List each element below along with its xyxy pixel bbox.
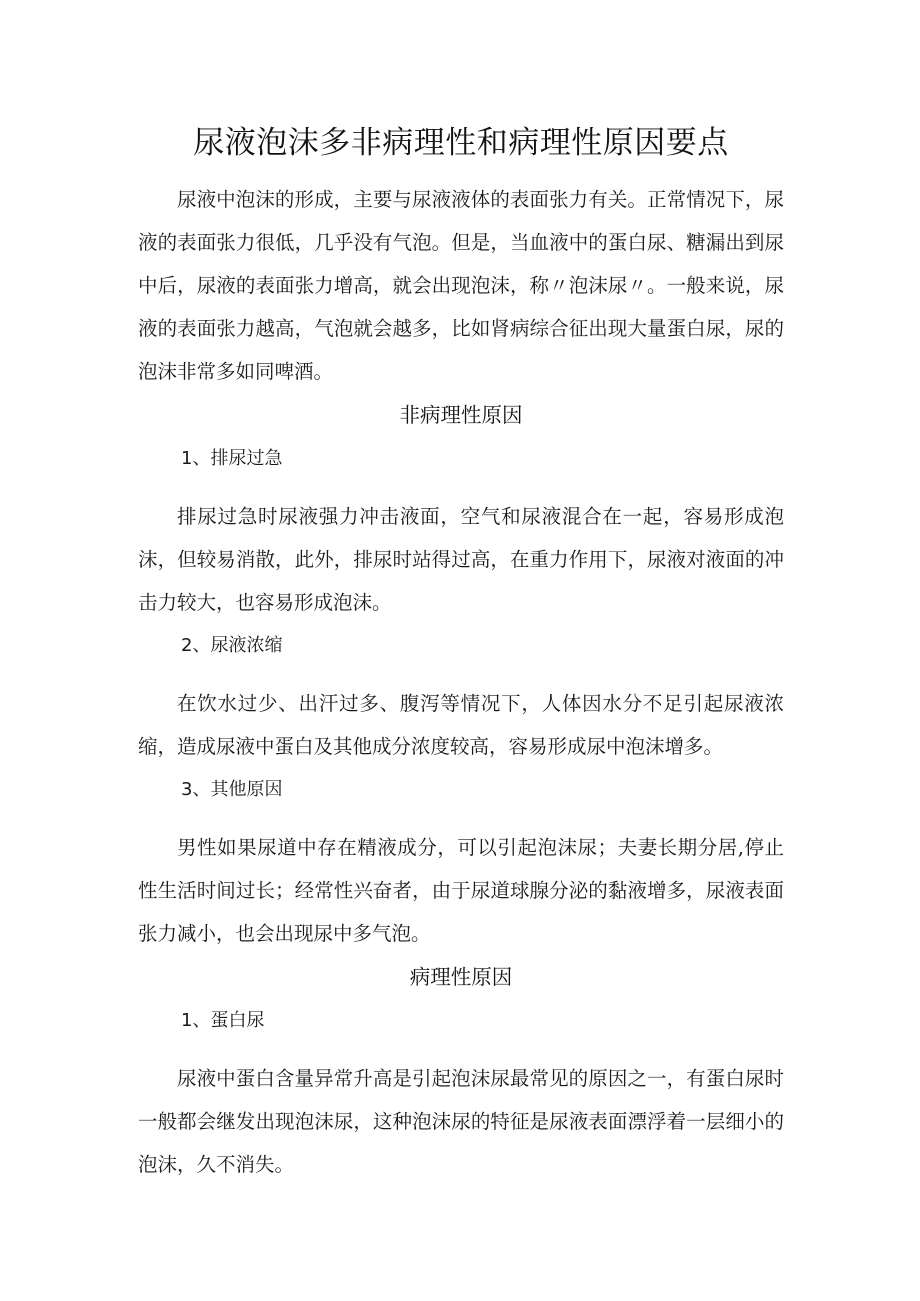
document-body <box>138 118 784 1186</box>
document-title: 尿液泡沫多非病理性和病理性原因要点 <box>193 125 729 161</box>
intro-paragraph: 尿液中泡沫的形成，主要与尿液液体的表面张力有关。正常情况下，尿液的表面张力很低，几乎没有气泡。但是，当血液中的蛋白尿、糖漏出到尿中后，尿液的表面张力增高，就会出现泡沫，称〃泡沫尿〃。一般来说，尿液的表面张力越高，气泡就会越多，比如肾病综合征出现大量蛋白尿，尿的泡沫非常多如同啤酒。 <box>138 188 784 383</box>
item-paragraph-concentrated-urine: 在饮水过少、出汗过多、腹泻等情况下，人体因水分不足引起尿液浓缩，造成尿液中蛋白及其他成分浓度较高，容易形成尿中泡沫增多。 <box>138 692 784 758</box>
item-heading-other-causes: 3、其他原因 <box>181 779 283 800</box>
spacer <box>138 1043 784 1057</box>
item-paragraph-urinating-too-fast: 排尿过急时尿液强力冲击液面，空气和尿液混合在一起，容易形成泡沫，但较易消散，此外，排尿时站得过高，在重力作用下，尿液对液面的冲击力较大，也容易形成泡沫。 <box>138 505 784 614</box>
item-heading-concentrated-urine: 2、尿液浓缩 <box>181 635 283 656</box>
section-heading-non-pathological: 非病理性原因 <box>399 403 523 427</box>
spacer <box>138 812 784 826</box>
spacer <box>138 481 784 495</box>
item-heading-urinating-too-fast: 1、排尿过急 <box>181 448 283 469</box>
spacer <box>138 668 784 682</box>
item-heading-proteinuria: 1、蛋白尿 <box>181 1010 265 1031</box>
spacer <box>138 168 784 178</box>
item-paragraph-proteinuria: 尿液中蛋白含量异常升高是引起泡沫尿最常见的原因之一，有蛋白尿时一般都会继发出现泡沫尿，这种泡沫尿的特征是尿液表面漂浮着一层细小的泡沫，久不消失。 <box>138 1067 784 1176</box>
section-heading-pathological: 病理性原因 <box>409 965 513 989</box>
item-paragraph-other-causes: 男性如果尿道中存在精液成分，可以引起泡沫尿；夫妻长期分居,停止性生活时间过长；经常性兴奋者，由于尿道球腺分泌的黏液增多，尿液表面张力减小，也会出现尿中多气泡。 <box>138 836 784 945</box>
